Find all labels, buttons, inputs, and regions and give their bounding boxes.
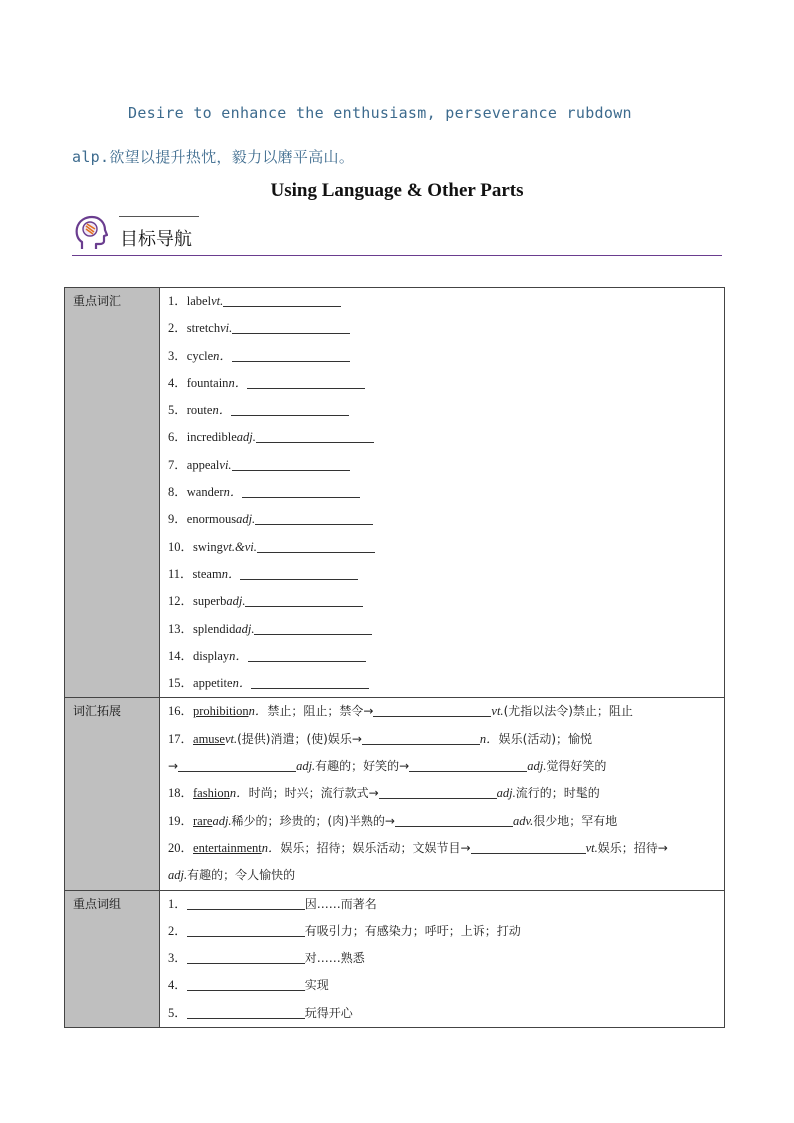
phrase-item — [168, 918, 724, 945]
item-word: incredible — [186, 430, 237, 445]
item-pos: adj. — [168, 868, 188, 883]
vocab-item — [168, 288, 724, 315]
item-word: fountain — [186, 375, 229, 390]
phrase-item — [168, 891, 724, 918]
item-number: 8． — [168, 485, 187, 500]
item-pos: vi. — [220, 321, 233, 336]
expand-item-20 — [168, 835, 724, 862]
item-pos: n． — [221, 566, 241, 581]
item-number: 11． — [168, 566, 193, 581]
answer-blank[interactable] — [256, 428, 374, 443]
item-meaning: 对……熟悉 — [304, 951, 365, 966]
item-pos: n． — [223, 485, 243, 500]
expand-section — [65, 698, 725, 890]
expand-list — [160, 698, 725, 890]
vocab-item — [168, 315, 724, 342]
expand-item-16 — [168, 698, 724, 725]
arrow: → — [168, 759, 179, 774]
item-number: 16． — [168, 704, 194, 719]
answer-blank[interactable] — [232, 456, 350, 471]
item-word: superb — [193, 594, 227, 609]
vocab-item — [168, 452, 724, 479]
answer-blank[interactable] — [255, 510, 373, 525]
vocab-item — [168, 397, 724, 424]
answer-blank[interactable] — [471, 839, 586, 854]
vocab-item — [168, 343, 724, 370]
motto-line-1: Desire to enhance the enthusiasm, perseverance rubdown — [128, 104, 632, 122]
item-number: 13． — [168, 621, 194, 636]
item-number: 5． — [168, 403, 187, 418]
phrase-item — [168, 1000, 724, 1027]
answer-blank[interactable] — [409, 757, 527, 772]
item-number: 2． — [168, 923, 187, 938]
answer-blank[interactable] — [379, 784, 497, 799]
item-number: 14． — [168, 648, 194, 663]
answer-blank[interactable] — [187, 922, 305, 937]
item-word: enormous — [186, 512, 237, 527]
item-word: fashion — [193, 786, 230, 801]
answer-blank[interactable] — [187, 949, 305, 964]
item-pos: n． — [229, 786, 249, 801]
item-pos: n． — [261, 840, 281, 855]
answer-blank[interactable] — [178, 757, 296, 772]
vocab-item — [168, 616, 724, 643]
item-pos: vt. — [224, 731, 238, 746]
section-header — [72, 213, 722, 256]
expand-item-20-cont — [168, 862, 724, 889]
item-number: 1． — [168, 294, 187, 308]
item-pos: adj. — [226, 594, 246, 609]
item-word: route — [186, 403, 213, 418]
vocab-item — [168, 370, 724, 397]
item-number: 9． — [168, 512, 187, 527]
item-number: 2． — [168, 321, 187, 336]
item-number: 4． — [168, 375, 187, 390]
item-word: stretch — [186, 321, 221, 336]
item-pos: adj. — [212, 813, 232, 828]
item-pos: vt. — [211, 294, 224, 308]
item-meaning: 娱乐(活动)；愉悦 — [498, 731, 593, 746]
vocab-item — [168, 506, 724, 533]
item-word: wander — [186, 485, 224, 500]
vocab-item — [168, 561, 724, 588]
item-pos: n． — [229, 648, 248, 663]
item-number: 12． — [168, 594, 194, 609]
item-number: 20． — [168, 840, 194, 855]
item-pos: adj. — [236, 512, 256, 527]
item-pos: vt.&vi. — [222, 539, 257, 554]
item-number: 15． — [168, 676, 194, 691]
item-number: 19． — [168, 813, 194, 828]
item-word: appeal — [186, 457, 220, 472]
vocab-section — [65, 288, 725, 698]
answer-blank[interactable] — [242, 483, 360, 498]
answer-blank[interactable] — [231, 401, 349, 416]
answer-blank[interactable] — [257, 538, 375, 553]
answer-blank[interactable] — [240, 565, 358, 580]
item-pos: n． — [212, 403, 232, 418]
item-pos: adj. — [496, 786, 516, 801]
answer-blank[interactable] — [187, 895, 305, 910]
item-pos: adj. — [236, 430, 256, 445]
answer-blank[interactable] — [362, 730, 480, 745]
vocab-item — [168, 588, 724, 615]
item-word: rare — [193, 813, 213, 828]
answer-blank[interactable] — [251, 674, 369, 689]
item-meaning: 稀少的；珍贵的；(肉)半熟的→ — [231, 813, 395, 828]
item-meaning: (尤指以法令)禁止；阻止 — [503, 704, 633, 719]
item-pos: vt. — [585, 840, 598, 855]
item-word: appetite — [193, 676, 233, 691]
section-heading: 目标导航 — [120, 229, 192, 250]
item-number: 17． — [168, 731, 194, 746]
vocab-label: 重点词汇 — [65, 288, 160, 698]
answer-blank[interactable] — [254, 620, 372, 635]
answer-blank[interactable] — [187, 976, 305, 991]
answer-blank[interactable] — [223, 292, 341, 307]
head-profile-icon — [74, 215, 108, 251]
item-meaning: 有吸引力；有感染力；呼吁；上诉；打动 — [304, 923, 521, 938]
item-meaning: 觉得好笑的 — [546, 759, 607, 774]
item-pos: adj. — [235, 621, 255, 636]
item-meaning: 流行的；时髦的 — [515, 786, 600, 801]
item-pos: n． — [248, 704, 268, 719]
phrase-item — [168, 945, 724, 972]
vocab-item — [168, 534, 724, 561]
item-pos: adj. — [527, 759, 547, 774]
item-meaning: 有趣的；令人愉快的 — [187, 868, 296, 883]
expand-item-18 — [168, 780, 724, 807]
item-meaning: 有趣的；好笑的→ — [315, 759, 410, 774]
vocab-item — [168, 424, 724, 451]
vocab-list — [160, 288, 725, 698]
expand-item-17-cont — [168, 753, 724, 780]
section-overline — [119, 216, 199, 217]
item-number: 5． — [168, 1005, 187, 1020]
item-meaning: 时尚；时兴；流行款式→ — [248, 786, 379, 801]
vocab-item — [168, 479, 724, 506]
phrases-label: 重点词组 — [65, 890, 160, 1027]
item-meaning: 实现 — [304, 978, 329, 993]
item-meaning: 娱乐；招待→ — [597, 840, 668, 855]
page-title: Using Language & Other Parts — [270, 180, 524, 201]
item-word: prohibition — [193, 704, 249, 719]
item-number: 18． — [168, 786, 194, 801]
item-number: 3． — [168, 348, 187, 363]
motto-line-2-cn: 欲望以提升热忱，毅力以磨平高山。 — [109, 148, 355, 166]
answer-blank[interactable] — [373, 702, 491, 717]
answer-blank[interactable] — [187, 1004, 305, 1019]
item-word: display — [193, 648, 230, 663]
item-pos: n． — [213, 348, 232, 363]
answer-blank[interactable] — [245, 592, 363, 607]
motto-line-2-en: alp. — [72, 148, 110, 166]
item-word: entertainment — [193, 840, 262, 855]
vocab-table — [64, 287, 725, 1028]
answer-blank[interactable] — [248, 647, 366, 662]
item-pos: vt. — [491, 704, 504, 719]
answer-blank[interactable] — [395, 812, 513, 827]
item-meaning: 禁止；阻止；禁令→ — [267, 704, 374, 719]
item-meaning: 很少地；罕有地 — [533, 813, 618, 828]
item-meaning: 玩得开心 — [304, 1005, 353, 1020]
expand-label: 词汇拓展 — [65, 698, 160, 890]
item-number: 4． — [168, 978, 187, 993]
item-number: 6． — [168, 430, 187, 445]
item-number: 1． — [168, 896, 187, 911]
item-word: label — [186, 294, 212, 308]
vocab-item — [168, 643, 724, 670]
item-meaning: 因……而著名 — [304, 896, 377, 911]
item-number: 7． — [168, 457, 187, 472]
expand-item-17 — [168, 726, 724, 753]
item-number: 3． — [168, 951, 187, 966]
phrases-section — [65, 890, 725, 1027]
answer-blank[interactable] — [232, 319, 350, 334]
answer-blank[interactable] — [247, 374, 365, 389]
item-meaning: (提供)消遣；(使)娱乐→ — [237, 731, 362, 746]
item-word: cycle — [186, 348, 214, 363]
item-pos: n． — [479, 731, 499, 746]
item-word: splendid — [193, 621, 236, 636]
phrases-list — [160, 890, 725, 1027]
item-meaning: 娱乐；招待；娱乐活动；文娱节目→ — [280, 840, 471, 855]
item-pos: adj. — [296, 759, 316, 774]
item-pos: n． — [232, 676, 252, 691]
motto-line-2 — [72, 146, 732, 167]
item-number: 10． — [168, 539, 194, 554]
phrase-item — [168, 972, 724, 999]
item-pos: n． — [228, 375, 248, 390]
item-pos: vi. — [219, 457, 232, 472]
item-pos: adv. — [512, 813, 534, 828]
expand-item-19 — [168, 808, 724, 835]
item-word: amuse — [193, 731, 225, 746]
answer-blank[interactable] — [232, 347, 350, 362]
item-word: swing — [193, 539, 223, 554]
vocab-item — [168, 670, 724, 697]
item-word: steam — [192, 566, 222, 581]
